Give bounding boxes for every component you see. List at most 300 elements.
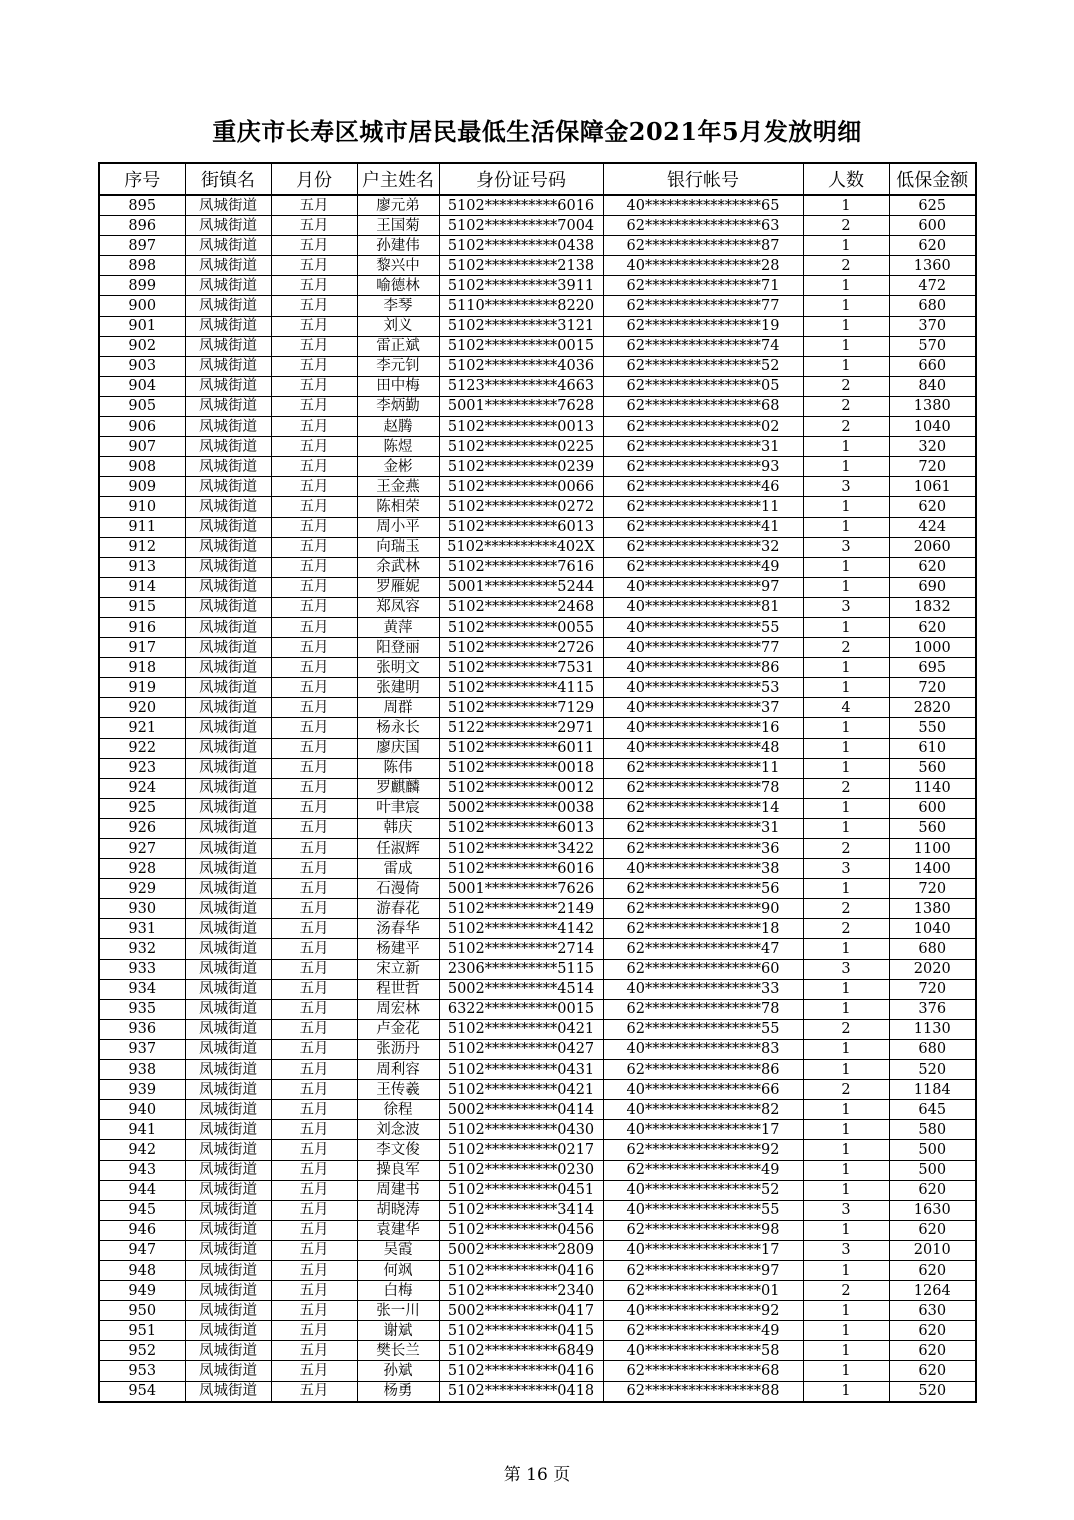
cell-street-town: 凤城街道 <box>185 1220 271 1240</box>
cell-person-count: 1 <box>803 1140 889 1160</box>
cell-allowance-amount: 1040 <box>889 417 976 437</box>
cell-householder-name: 周宏林 <box>357 999 439 1019</box>
cell-householder-name: 廖元弟 <box>357 195 439 216</box>
cell-allowance-amount: 660 <box>889 356 976 376</box>
cell-month: 五月 <box>271 477 357 497</box>
cell-person-count: 1 <box>803 577 889 597</box>
cell-bank-account: 62****************19 <box>603 316 803 336</box>
table-row <box>99 417 976 437</box>
cell-serial-no: 949 <box>99 1281 185 1301</box>
cell-serial-no: 947 <box>99 1240 185 1260</box>
cell-serial-no: 909 <box>99 477 185 497</box>
cell-householder-name: 周利容 <box>357 1060 439 1080</box>
cell-person-count: 2 <box>803 638 889 658</box>
cell-person-count: 1 <box>803 296 889 316</box>
cell-id-number: 5102**********6013 <box>439 517 603 537</box>
cell-street-town: 凤城街道 <box>185 396 271 416</box>
cell-householder-name: 赵腾 <box>357 417 439 437</box>
cell-allowance-amount: 472 <box>889 276 976 296</box>
cell-id-number: 5102**********4036 <box>439 356 603 376</box>
cell-person-count: 2 <box>803 778 889 798</box>
cell-householder-name: 王国菊 <box>357 216 439 236</box>
cell-serial-no: 954 <box>99 1381 185 1402</box>
cell-bank-account: 40****************83 <box>603 1039 803 1059</box>
cell-month: 五月 <box>271 1140 357 1160</box>
cell-month: 五月 <box>271 698 357 718</box>
cell-street-town: 凤城街道 <box>185 879 271 899</box>
cell-serial-no: 939 <box>99 1080 185 1100</box>
cell-allowance-amount: 2020 <box>889 959 976 979</box>
cell-id-number: 6322**********0015 <box>439 999 603 1019</box>
cell-allowance-amount: 1380 <box>889 899 976 919</box>
cell-serial-no: 932 <box>99 939 185 959</box>
table-row <box>99 798 976 818</box>
cell-id-number: 5102**********7129 <box>439 698 603 718</box>
cell-serial-no: 913 <box>99 557 185 577</box>
cell-month: 五月 <box>271 236 357 256</box>
cell-id-number: 5102**********3414 <box>439 1200 603 1220</box>
cell-month: 五月 <box>271 457 357 477</box>
cell-householder-name: 王金燕 <box>357 477 439 497</box>
cell-month: 五月 <box>271 678 357 698</box>
cell-person-count: 1 <box>803 276 889 296</box>
cell-allowance-amount: 680 <box>889 1039 976 1059</box>
cell-bank-account: 40****************52 <box>603 1180 803 1200</box>
cell-householder-name: 向瑞玉 <box>357 537 439 557</box>
cell-allowance-amount: 580 <box>889 1120 976 1140</box>
cell-allowance-amount: 680 <box>889 939 976 959</box>
cell-serial-no: 942 <box>99 1140 185 1160</box>
table-row <box>99 959 976 979</box>
cell-month: 五月 <box>271 778 357 798</box>
cell-serial-no: 910 <box>99 497 185 517</box>
cell-street-town: 凤城街道 <box>185 1301 271 1321</box>
cell-person-count: 1 <box>803 879 889 899</box>
cell-month: 五月 <box>271 195 357 216</box>
table-row <box>99 1080 976 1100</box>
cell-serial-no: 938 <box>99 1060 185 1080</box>
cell-person-count: 2 <box>803 1080 889 1100</box>
cell-month: 五月 <box>271 919 357 939</box>
cell-month: 五月 <box>271 859 357 879</box>
cell-id-number: 5002**********0414 <box>439 1100 603 1120</box>
table-row <box>99 1060 976 1080</box>
payment-table <box>98 162 977 1403</box>
table-row <box>99 497 976 517</box>
cell-month: 五月 <box>271 316 357 336</box>
cell-allowance-amount: 620 <box>889 1220 976 1240</box>
cell-street-town: 凤城街道 <box>185 778 271 798</box>
cell-month: 五月 <box>271 276 357 296</box>
cell-householder-name: 刘义 <box>357 316 439 336</box>
cell-bank-account: 62****************41 <box>603 517 803 537</box>
cell-id-number: 5102**********3121 <box>439 316 603 336</box>
cell-id-number: 5102**********0015 <box>439 336 603 356</box>
cell-street-town: 凤城街道 <box>185 276 271 296</box>
cell-householder-name: 陈相荣 <box>357 497 439 517</box>
cell-allowance-amount: 1184 <box>889 1080 976 1100</box>
cell-serial-no: 941 <box>99 1120 185 1140</box>
cell-id-number: 5102**********0013 <box>439 417 603 437</box>
table-row <box>99 517 976 537</box>
cell-serial-no: 907 <box>99 437 185 457</box>
cell-serial-no: 916 <box>99 617 185 637</box>
cell-householder-name: 游春花 <box>357 899 439 919</box>
cell-month: 五月 <box>271 1321 357 1341</box>
cell-id-number: 5102**********0055 <box>439 617 603 637</box>
cell-person-count: 1 <box>803 678 889 698</box>
cell-bank-account: 40****************97 <box>603 577 803 597</box>
cell-street-town: 凤城街道 <box>185 195 271 216</box>
cell-householder-name: 杨建平 <box>357 939 439 959</box>
table-row <box>99 1240 976 1260</box>
table-row <box>99 376 976 396</box>
cell-month: 五月 <box>271 396 357 416</box>
cell-serial-no: 901 <box>99 316 185 336</box>
cell-month: 五月 <box>271 537 357 557</box>
cell-street-town: 凤城街道 <box>185 537 271 557</box>
header-householder-name: 户主姓名 <box>357 163 439 195</box>
cell-allowance-amount: 720 <box>889 879 976 899</box>
cell-person-count: 1 <box>803 457 889 477</box>
cell-street-town: 凤城街道 <box>185 658 271 678</box>
cell-person-count: 3 <box>803 1200 889 1220</box>
cell-bank-account: 40****************53 <box>603 678 803 698</box>
cell-street-town: 凤城街道 <box>185 1140 271 1160</box>
cell-householder-name: 阳登丽 <box>357 638 439 658</box>
cell-month: 五月 <box>271 497 357 517</box>
cell-serial-no: 921 <box>99 718 185 738</box>
cell-id-number: 5102**********0239 <box>439 457 603 477</box>
cell-bank-account: 62****************49 <box>603 557 803 577</box>
cell-bank-account: 62****************31 <box>603 437 803 457</box>
cell-bank-account: 62****************68 <box>603 396 803 416</box>
cell-street-town: 凤城街道 <box>185 1240 271 1260</box>
table-row <box>99 296 976 316</box>
cell-serial-no: 927 <box>99 839 185 859</box>
cell-bank-account: 62****************56 <box>603 879 803 899</box>
cell-allowance-amount: 630 <box>889 1301 976 1321</box>
cell-month: 五月 <box>271 1220 357 1240</box>
cell-street-town: 凤城街道 <box>185 1281 271 1301</box>
cell-id-number: 5102**********0438 <box>439 236 603 256</box>
cell-id-number: 5102**********0415 <box>439 1321 603 1341</box>
cell-allowance-amount: 500 <box>889 1160 976 1180</box>
table-row <box>99 256 976 276</box>
cell-serial-no: 899 <box>99 276 185 296</box>
cell-allowance-amount: 610 <box>889 738 976 758</box>
cell-id-number: 5102**********6016 <box>439 195 603 216</box>
cell-allowance-amount: 550 <box>889 718 976 738</box>
cell-month: 五月 <box>271 1341 357 1361</box>
cell-street-town: 凤城街道 <box>185 959 271 979</box>
cell-street-town: 凤城街道 <box>185 617 271 637</box>
cell-allowance-amount: 1061 <box>889 477 976 497</box>
cell-month: 五月 <box>271 256 357 276</box>
cell-month: 五月 <box>271 1100 357 1120</box>
cell-month: 五月 <box>271 1180 357 1200</box>
cell-serial-no: 900 <box>99 296 185 316</box>
cell-serial-no: 917 <box>99 638 185 658</box>
cell-allowance-amount: 620 <box>889 1361 976 1381</box>
table-row <box>99 1321 976 1341</box>
cell-month: 五月 <box>271 939 357 959</box>
cell-street-town: 凤城街道 <box>185 437 271 457</box>
cell-month: 五月 <box>271 959 357 979</box>
table-row <box>99 1381 976 1402</box>
cell-person-count: 2 <box>803 1019 889 1039</box>
table-row <box>99 195 976 216</box>
cell-street-town: 凤城街道 <box>185 577 271 597</box>
cell-serial-no: 950 <box>99 1301 185 1321</box>
cell-bank-account: 62****************78 <box>603 778 803 798</box>
cell-person-count: 3 <box>803 1240 889 1260</box>
cell-householder-name: 陈伟 <box>357 758 439 778</box>
cell-person-count: 2 <box>803 216 889 236</box>
cell-allowance-amount: 500 <box>889 1140 976 1160</box>
table-row <box>99 537 976 557</box>
cell-serial-no: 912 <box>99 537 185 557</box>
cell-serial-no: 905 <box>99 396 185 416</box>
cell-month: 五月 <box>271 517 357 537</box>
cell-householder-name: 陈煜 <box>357 437 439 457</box>
cell-householder-name: 石漫倚 <box>357 879 439 899</box>
table-row <box>99 1180 976 1200</box>
table-row <box>99 236 976 256</box>
cell-bank-account: 62****************93 <box>603 457 803 477</box>
cell-month: 五月 <box>271 818 357 838</box>
cell-id-number: 5102**********6011 <box>439 738 603 758</box>
cell-allowance-amount: 1130 <box>889 1019 976 1039</box>
header-bank-account: 银行帐号 <box>603 163 803 195</box>
cell-street-town: 凤城街道 <box>185 798 271 818</box>
cell-month: 五月 <box>271 336 357 356</box>
cell-month: 五月 <box>271 979 357 999</box>
cell-person-count: 3 <box>803 859 889 879</box>
cell-person-count: 2 <box>803 396 889 416</box>
cell-street-town: 凤城街道 <box>185 236 271 256</box>
cell-bank-account: 40****************58 <box>603 1341 803 1361</box>
table-row <box>99 999 976 1019</box>
header-month: 月份 <box>271 163 357 195</box>
cell-householder-name: 白梅 <box>357 1281 439 1301</box>
cell-street-town: 凤城街道 <box>185 1361 271 1381</box>
cell-householder-name: 樊长兰 <box>357 1341 439 1361</box>
cell-month: 五月 <box>271 376 357 396</box>
cell-person-count: 3 <box>803 477 889 497</box>
cell-street-town: 凤城街道 <box>185 638 271 658</box>
cell-month: 五月 <box>271 1381 357 1402</box>
cell-bank-account: 62****************31 <box>603 818 803 838</box>
cell-bank-account: 62****************55 <box>603 1019 803 1039</box>
cell-bank-account: 62****************74 <box>603 336 803 356</box>
table-row <box>99 336 976 356</box>
cell-allowance-amount: 520 <box>889 1381 976 1402</box>
table-row <box>99 839 976 859</box>
cell-id-number: 5102**********0230 <box>439 1160 603 1180</box>
cell-street-town: 凤城街道 <box>185 517 271 537</box>
cell-street-town: 凤城街道 <box>185 859 271 879</box>
cell-bank-account: 62****************49 <box>603 1321 803 1341</box>
cell-serial-no: 934 <box>99 979 185 999</box>
cell-allowance-amount: 620 <box>889 236 976 256</box>
cell-month: 五月 <box>271 216 357 236</box>
cell-bank-account: 62****************71 <box>603 276 803 296</box>
cell-bank-account: 62****************98 <box>603 1220 803 1240</box>
cell-month: 五月 <box>271 798 357 818</box>
cell-allowance-amount: 376 <box>889 999 976 1019</box>
cell-serial-no: 911 <box>99 517 185 537</box>
cell-householder-name: 罗麒麟 <box>357 778 439 798</box>
cell-bank-account: 62****************11 <box>603 497 803 517</box>
cell-month: 五月 <box>271 1240 357 1260</box>
cell-person-count: 1 <box>803 1220 889 1240</box>
cell-bank-account: 62****************01 <box>603 1281 803 1301</box>
cell-allowance-amount: 720 <box>889 979 976 999</box>
table-row <box>99 1260 976 1280</box>
table-row <box>99 1220 976 1240</box>
cell-householder-name: 郑凤容 <box>357 597 439 617</box>
table-row <box>99 778 976 798</box>
table-row <box>99 1301 976 1321</box>
cell-person-count: 1 <box>803 1060 889 1080</box>
cell-month: 五月 <box>271 617 357 637</box>
cell-person-count: 1 <box>803 517 889 537</box>
cell-id-number: 5102**********0421 <box>439 1080 603 1100</box>
cell-serial-no: 952 <box>99 1341 185 1361</box>
cell-householder-name: 黄萍 <box>357 617 439 637</box>
cell-serial-no: 915 <box>99 597 185 617</box>
cell-street-town: 凤城街道 <box>185 999 271 1019</box>
cell-person-count: 2 <box>803 417 889 437</box>
cell-month: 五月 <box>271 1060 357 1080</box>
cell-person-count: 2 <box>803 256 889 276</box>
cell-allowance-amount: 680 <box>889 296 976 316</box>
cell-bank-account: 62****************97 <box>603 1260 803 1280</box>
cell-id-number: 5102**********2468 <box>439 597 603 617</box>
cell-householder-name: 徐程 <box>357 1100 439 1120</box>
table-row <box>99 1341 976 1361</box>
cell-month: 五月 <box>271 1019 357 1039</box>
cell-month: 五月 <box>271 597 357 617</box>
cell-bank-account: 62****************05 <box>603 376 803 396</box>
cell-id-number: 5102**********0225 <box>439 437 603 457</box>
cell-id-number: 5102**********3911 <box>439 276 603 296</box>
cell-person-count: 1 <box>803 1381 889 1402</box>
cell-person-count: 1 <box>803 718 889 738</box>
cell-person-count: 1 <box>803 437 889 457</box>
cell-street-town: 凤城街道 <box>185 678 271 698</box>
cell-bank-account: 62****************14 <box>603 798 803 818</box>
cell-street-town: 凤城街道 <box>185 718 271 738</box>
header-id-number: 身份证号码 <box>439 163 603 195</box>
table-row <box>99 979 976 999</box>
cell-street-town: 凤城街道 <box>185 1180 271 1200</box>
cell-id-number: 5122**********2971 <box>439 718 603 738</box>
cell-bank-account: 62****************77 <box>603 296 803 316</box>
cell-person-count: 1 <box>803 316 889 336</box>
cell-bank-account: 40****************86 <box>603 658 803 678</box>
table-row <box>99 617 976 637</box>
cell-allowance-amount: 600 <box>889 216 976 236</box>
cell-month: 五月 <box>271 1160 357 1180</box>
cell-allowance-amount: 600 <box>889 798 976 818</box>
cell-street-town: 凤城街道 <box>185 1120 271 1140</box>
cell-month: 五月 <box>271 758 357 778</box>
cell-serial-no: 919 <box>99 678 185 698</box>
table-row <box>99 1361 976 1381</box>
cell-id-number: 5102**********2138 <box>439 256 603 276</box>
cell-bank-account: 62****************49 <box>603 1160 803 1180</box>
table-row <box>99 457 976 477</box>
table-row <box>99 738 976 758</box>
cell-householder-name: 孙斌 <box>357 1361 439 1381</box>
table-row <box>99 859 976 879</box>
cell-allowance-amount: 720 <box>889 457 976 477</box>
cell-street-town: 凤城街道 <box>185 336 271 356</box>
cell-householder-name: 金彬 <box>357 457 439 477</box>
cell-street-town: 凤城街道 <box>185 1100 271 1120</box>
cell-street-town: 凤城街道 <box>185 979 271 999</box>
cell-allowance-amount: 720 <box>889 678 976 698</box>
page-number: 第 16 页 <box>503 1465 571 1485</box>
cell-month: 五月 <box>271 1120 357 1140</box>
cell-street-town: 凤城街道 <box>185 1039 271 1059</box>
cell-bank-account: 40****************55 <box>603 1200 803 1220</box>
cell-allowance-amount: 1360 <box>889 256 976 276</box>
cell-bank-account: 62****************88 <box>603 1381 803 1402</box>
cell-householder-name: 田中梅 <box>357 376 439 396</box>
cell-bank-account: 40****************66 <box>603 1080 803 1100</box>
cell-id-number: 5102**********4115 <box>439 678 603 698</box>
cell-month: 五月 <box>271 1361 357 1381</box>
table-row <box>99 939 976 959</box>
cell-person-count: 1 <box>803 336 889 356</box>
cell-allowance-amount: 1630 <box>889 1200 976 1220</box>
cell-allowance-amount: 320 <box>889 437 976 457</box>
table-row <box>99 899 976 919</box>
cell-allowance-amount: 560 <box>889 758 976 778</box>
cell-bank-account: 62****************90 <box>603 899 803 919</box>
cell-id-number: 5002**********4514 <box>439 979 603 999</box>
header-allowance-amount: 低保金额 <box>889 163 976 195</box>
cell-id-number: 5102**********6013 <box>439 818 603 838</box>
cell-street-town: 凤城街道 <box>185 939 271 959</box>
table-row <box>99 1140 976 1160</box>
cell-street-town: 凤城街道 <box>185 1260 271 1280</box>
cell-street-town: 凤城街道 <box>185 457 271 477</box>
cell-serial-no: 896 <box>99 216 185 236</box>
cell-householder-name: 余武林 <box>357 557 439 577</box>
cell-householder-name: 程世哲 <box>357 979 439 999</box>
cell-person-count: 2 <box>803 376 889 396</box>
cell-month: 五月 <box>271 999 357 1019</box>
cell-person-count: 1 <box>803 939 889 959</box>
cell-person-count: 3 <box>803 597 889 617</box>
cell-serial-no: 906 <box>99 417 185 437</box>
cell-serial-no: 904 <box>99 376 185 396</box>
cell-month: 五月 <box>271 879 357 899</box>
cell-serial-no: 920 <box>99 698 185 718</box>
cell-householder-name: 何飒 <box>357 1260 439 1280</box>
cell-id-number: 5001**********7626 <box>439 879 603 899</box>
cell-allowance-amount: 695 <box>889 658 976 678</box>
header-serial-no: 序号 <box>99 163 185 195</box>
cell-id-number: 5102**********7616 <box>439 557 603 577</box>
cell-id-number: 5001**********5244 <box>439 577 603 597</box>
cell-person-count: 1 <box>803 1361 889 1381</box>
cell-month: 五月 <box>271 577 357 597</box>
